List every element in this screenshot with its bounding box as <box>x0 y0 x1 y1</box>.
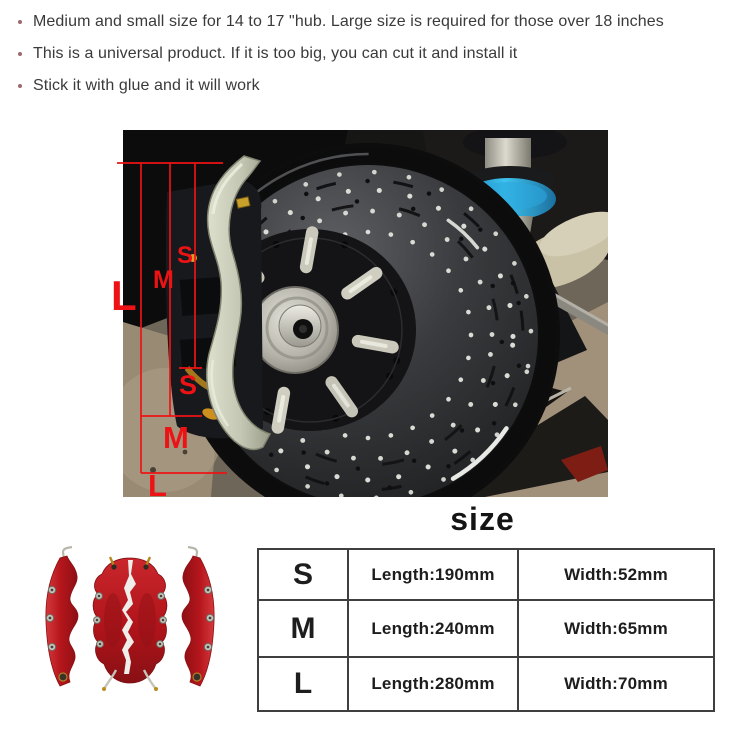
caliper-covers-graphic <box>38 550 222 695</box>
length-cell: Length:190mm <box>348 549 518 600</box>
brake-photo-graphic <box>111 130 608 503</box>
size-cell: L <box>258 657 348 711</box>
brake-assembly-photo <box>111 130 608 503</box>
brake-caliper <box>166 156 270 449</box>
size-table-title: size <box>450 501 515 537</box>
size-cell: S <box>258 549 348 600</box>
label-L-left: L <box>111 272 137 319</box>
label-M-bottom: M <box>163 420 189 455</box>
note-text: Medium and small size for 14 to 17 "hub. Large size is required for those over 18 inches <box>33 13 664 30</box>
width-cell: Width:70mm <box>518 657 714 711</box>
size-cell: M <box>258 600 348 657</box>
length-cell: Length:240mm <box>348 600 518 657</box>
note-line <box>18 76 730 96</box>
cover-right <box>182 547 214 686</box>
wheel-hub <box>252 287 338 373</box>
cover-middle <box>93 557 167 691</box>
note-line <box>18 12 730 32</box>
length-cell: Length:280mm <box>348 657 518 711</box>
note-text: Stick it with glue and it will work <box>33 77 260 94</box>
size-row-l <box>258 657 714 711</box>
caliper-covers-image <box>38 550 222 695</box>
bullet-dot-icon <box>18 20 22 24</box>
bullet-dot-icon <box>18 84 22 88</box>
feature-notes <box>18 12 730 108</box>
note-line <box>18 44 730 64</box>
size-row-s <box>258 549 714 600</box>
cover-left <box>46 547 78 686</box>
label-S-top: S <box>177 242 194 269</box>
label-M-mid: M <box>153 266 174 294</box>
width-cell: Width:65mm <box>518 600 714 657</box>
width-cell: Width:52mm <box>518 549 714 600</box>
brass-bleeder <box>236 197 250 208</box>
bullet-dot-icon <box>18 52 22 56</box>
label-L-bottom: L <box>148 468 167 503</box>
note-text: This is a universal product. If it is too big, you can cut it and install it <box>33 45 518 62</box>
label-S-bottom: S <box>179 370 198 400</box>
size-table <box>257 548 715 712</box>
size-row-m <box>258 600 714 657</box>
